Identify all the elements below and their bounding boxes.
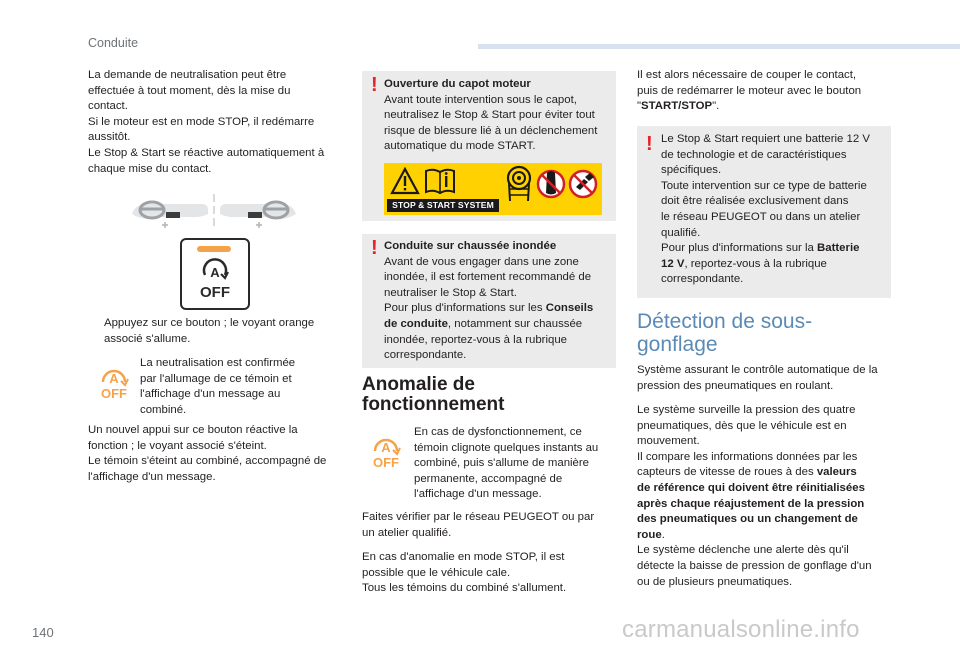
text-line: [637, 465, 899, 481]
bold-span: roue: [637, 528, 662, 541]
press-button-instruction: [88, 316, 348, 347]
text-line: Faites vérifier par le réseau PEUGEOT ou par: [362, 511, 595, 523]
malfunction-para1: [362, 510, 620, 541]
text-line: aussitôt.: [88, 131, 131, 144]
text-line: par l'allumage de ce témoin et: [140, 372, 292, 385]
link-conseils: Conseils: [545, 302, 594, 315]
header-bar: [478, 44, 960, 49]
text-line: Le système surveille la pression des quatre: [637, 404, 856, 416]
tpms-heading: [637, 310, 897, 356]
start-stop-label: START/STOP: [641, 100, 713, 113]
hood-warning-box: [362, 71, 616, 221]
text-line: [637, 497, 899, 513]
text-line: inondée, reportez-vous à la rubrique: [384, 333, 567, 346]
neutralisation-confirmed-text: [140, 356, 340, 418]
text-line: neutraliser le Stop & Start.: [384, 286, 517, 299]
text-line: de technologie et de caractéristiques: [661, 148, 847, 161]
text-line: [637, 512, 899, 528]
text-line: associé s'allume.: [104, 332, 191, 345]
svg-text:A: A: [109, 371, 119, 386]
text-line: permanente, accompagné de: [414, 472, 563, 485]
text-line: neutralisez le Stop & Start pour éviter tout: [384, 109, 595, 122]
text-span: Pour plus d'informations sur la: [661, 242, 818, 255]
heading-line: Anomalie de: [362, 374, 475, 395]
text-line: correspondante.: [661, 273, 744, 286]
text-line: Tous les témoins du combiné s'allument.: [362, 582, 567, 595]
text-line: combiné, puis s'allume de manière: [414, 457, 590, 470]
text-line: contact.: [88, 100, 128, 113]
text-line: [661, 257, 889, 273]
heading-line: fonctionnement: [362, 394, 505, 415]
tpms-para2: [637, 403, 899, 590]
text-span: , notamment sur chaussée: [447, 317, 583, 330]
svg-text:OFF: OFF: [101, 386, 127, 399]
page-number: 140: [32, 625, 54, 640]
text-line: [637, 481, 899, 497]
text-line: Il est alors nécessaire de couper le contact,: [637, 69, 857, 81]
link-12v: 12 V: [661, 257, 685, 270]
manual-book-icon: [424, 167, 456, 195]
text-line: Le système déclenche une alerte dès qu'il: [637, 544, 849, 557]
text-line: Le Stop & Start se réactive automatiquement à: [88, 146, 325, 159]
svg-text:OFF: OFF: [373, 455, 399, 468]
text-line: possible que le véhicule cale.: [362, 566, 511, 579]
heading-line: gonflage: [637, 333, 718, 356]
malfunction-para2: [362, 550, 620, 597]
text-line: En cas de dysfonctionnement, ce: [414, 426, 582, 438]
link-conduite: de conduite: [384, 317, 448, 330]
col1-intro: [88, 68, 348, 177]
text-line: automatique du mode START.: [384, 140, 536, 153]
sticker-label: STOP & START SYSTEM: [387, 199, 499, 212]
text-line: [384, 317, 616, 333]
text-line: puis de redémarrer le moteur avec le bouton: [637, 84, 862, 97]
warning-exclamation-icon: !: [646, 133, 653, 155]
auto-off-orange-icon: [96, 363, 132, 399]
text-line: pneumatiques, dès que le véhicule est en: [637, 419, 847, 432]
steering-wheel-illustration-icon: [130, 192, 298, 234]
auto-stop-icon: [201, 258, 229, 282]
svg-text:A: A: [381, 440, 391, 455]
text-line: Le témoin s'éteint au combiné, accompagné de: [88, 455, 327, 468]
text-line: risque de blessure lié à un déclenchement: [384, 124, 598, 137]
link-batterie: Batterie: [817, 242, 860, 255]
text-line: [661, 241, 889, 257]
section-title: Conduite: [88, 36, 139, 50]
text-line: l'affichage d'un message.: [88, 470, 216, 483]
svg-text:A: A: [210, 265, 220, 280]
text-line: Il compare les informations données par les: [637, 450, 858, 463]
text-line: effectuée à tout moment, dès la mise du: [88, 84, 291, 97]
watermark: carmanualsonline.info: [622, 616, 860, 643]
text-line: Le Stop & Start requiert une batterie 12 V: [661, 133, 870, 145]
text-line: chaque mise du contact.: [88, 162, 212, 175]
text-line: Appuyez sur ce bouton ; le voyant orange: [104, 317, 315, 329]
malfunction-indicator-text: [414, 425, 620, 503]
text-line: Système assurant le contrôle automatique de la: [637, 364, 878, 376]
auto-off-orange-icon: [368, 432, 404, 468]
text-line: correspondante.: [384, 349, 467, 362]
text-line: mouvement.: [637, 435, 700, 448]
no-hand-icon: [536, 165, 566, 203]
text-line: La neutralisation est confirmée: [140, 357, 296, 369]
auto-off-button[interactable]: [180, 238, 250, 310]
no-tool-icon: [568, 169, 598, 199]
text-line: doit être réalisée exclusivement dans: [661, 195, 849, 208]
bold-span: valeurs: [816, 466, 857, 479]
text-line: qualifié.: [661, 226, 701, 239]
text-line: Si le moteur est en mode STOP, il redémarre: [88, 115, 315, 128]
flood-warning-title: Conduite sur chaussée inondée: [384, 240, 557, 252]
bold-span: des pneumatiques ou un changement de: [637, 513, 858, 526]
warning-exclamation-icon: !: [371, 237, 378, 259]
text-line: témoin clignote quelques instants au: [414, 441, 599, 454]
text-line: fonction ; le voyant associé s'éteint.: [88, 439, 267, 452]
text-line: pression des pneumatiques en roulant.: [637, 379, 834, 392]
text-line: l'affichage d'un message au: [140, 388, 281, 401]
off-label: OFF: [200, 284, 230, 301]
text-span: ": [637, 100, 642, 113]
fan-belt-icon: [504, 165, 534, 203]
malfunction-heading: [362, 375, 616, 415]
text-span: ".: [712, 100, 720, 113]
stop-start-sticker: [384, 163, 602, 215]
text-line: [384, 301, 616, 317]
flood-warning-box: [362, 234, 616, 368]
text-line: inondée, il est fortement recommandé de: [384, 271, 592, 284]
text-line: combiné.: [140, 403, 187, 416]
text-line: [637, 99, 897, 115]
text-span: capteurs de vitesse de roues à des: [637, 466, 817, 479]
text-line: détecte la baisse de pression de gonflage d'un: [637, 559, 872, 572]
bold-span: de référence qui doivent être réinitialisées: [637, 481, 865, 494]
text-line: La demande de neutralisation peut être: [88, 69, 287, 81]
col3-top-text: [637, 68, 897, 115]
text-line: Avant de vous engager dans une zone: [384, 255, 579, 268]
heading-line: Détection de sous-: [637, 310, 813, 333]
text-line: un atelier qualifié.: [362, 526, 452, 539]
text-line: [637, 528, 899, 544]
warning-triangle-icon: [390, 167, 420, 195]
text-line: Avant toute intervention sous le capot,: [384, 93, 577, 106]
bold-span: après chaque réajustement de la pression: [637, 497, 865, 510]
text-line: l'affichage d'un message.: [414, 488, 542, 501]
text-span: Pour plus d'informations sur les: [384, 302, 546, 315]
text-line: Un nouvel appui sur ce bouton réactive la: [88, 424, 298, 436]
col1-outro: [88, 423, 350, 485]
text-line: spécifiques.: [661, 164, 722, 177]
hood-warning-title: Ouverture du capot moteur: [384, 78, 531, 90]
orange-led-icon: [197, 246, 231, 252]
text-line: le réseau PEUGEOT ou dans un atelier: [661, 210, 861, 223]
tpms-para1: [637, 363, 899, 394]
text-line: En cas d'anomalie en mode STOP, il est: [362, 551, 565, 563]
battery-warning-box: [637, 126, 891, 298]
text-span: , reportez-vous à la rubrique: [684, 257, 827, 270]
text-line: Toute intervention sur ce type de batterie: [661, 179, 867, 192]
text-line: ou de plusieurs pneumatiques.: [637, 575, 793, 588]
text-span: .: [661, 528, 665, 541]
warning-exclamation-icon: !: [371, 74, 378, 96]
